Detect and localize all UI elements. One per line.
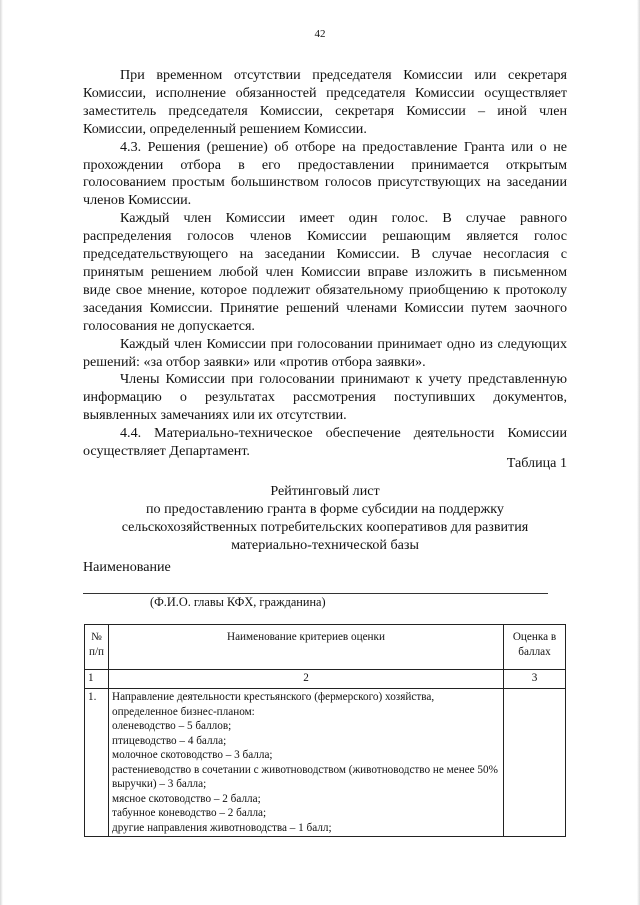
name-blank-line [83,593,548,594]
paragraph-voting-decisions: Каждый член Комиссии при голосовании принимает одно из следующих решений: «за отбор заявки» или «против отбора заявки». [83,335,567,370]
table-header-row [85,625,566,670]
row-number: 1. [85,689,109,837]
criteria-option: мясное скотоводство – 2 балла; [112,792,261,805]
criteria-option: молочное скотоводство – 3 балла; [112,749,273,761]
header-number: № п/п [85,625,109,670]
score-cell [504,689,566,837]
criteria-table [84,624,566,837]
rating-sheet-title: Рейтинговый лист [270,483,380,499]
criteria-option: птицеводство – 4 балла; [112,734,227,747]
table-column-numbers-row [85,670,566,689]
name-hint: (Ф.И.О. главы КФХ, гражданина) [150,595,326,609]
name-label: Наименование [83,559,171,575]
table-row [85,689,566,837]
header-criteria: Наименование критериев оценки [109,625,504,670]
body-text [83,67,567,461]
paragraph-voting-consider: Члены Комиссии при голосовании принимают к учету представленную информацию о результатах рассмотрения поступивших документов, выявленных замечаниях или их отсутствии. [83,371,567,424]
header-score: Оценка в баллах [504,625,566,670]
column-number-1: 1 [85,670,109,689]
rating-sheet-subtitle: по предоставлению гранта в форме субсидии на поддержку сельскохозяйственных потребительских кооперативов для развития материально-технической базы [121,501,529,553]
criteria-option: другие направления животноводства – 1 балл; [112,821,332,834]
paragraph-one-vote: Каждый член Комиссии имеет один голос. В случае равного распределения голосов членов Комиссии решающим является голос председательствующего на заседании Комиссии. В случае несогласия с принятым решением любой член Комиссии вправе изложить в письменном виде свое мнение, которое подлежит обязательному приобщению к протоколу заседания Комиссии. Принятие решений членами Комиссии путем заочного голосования не допускается. [83,210,567,334]
paragraph-4-4: 4.4. Материально-техническое обеспечение деятельности Комиссии осуществляет Департамент. [83,425,567,460]
page-number: 42 [314,28,326,40]
paragraph-4-3: 4.3. Решения (решение) об отборе на предоставление Гранта или о не прохождении отбора в его предоставлении принимается открытым голосованием простым большинством голосов присутствующих на заседании членов Комиссии. [83,138,567,209]
paragraph-chair-absence: При временном отсутствии председателя Комиссии или секретаря Комиссии, исполнение обязанностей председателя Комиссии осуществляет заместитель председателя Комиссии, секретаря Комиссии – иной член Комиссии, определенный решением Комиссии. [83,67,567,137]
criteria-option: табунное коневодство – 2 балла; [112,807,267,819]
column-number-2: 2 [109,670,504,689]
column-number-3: 3 [504,670,566,689]
scan-edge-left [0,0,3,905]
table-caption: Таблица 1 [506,455,567,471]
criteria-option: растениеводство в сочетании с животноводством (животноводство не менее 50% выручки) – 3 балла; [112,763,498,790]
criteria-cell [109,689,504,837]
criteria-title: Направление деятельности крестьянского (фермерского) хозяйства, определенное бизнес-планом: [112,691,435,718]
criteria-option: оленеводство – 5 баллов; [112,720,232,732]
